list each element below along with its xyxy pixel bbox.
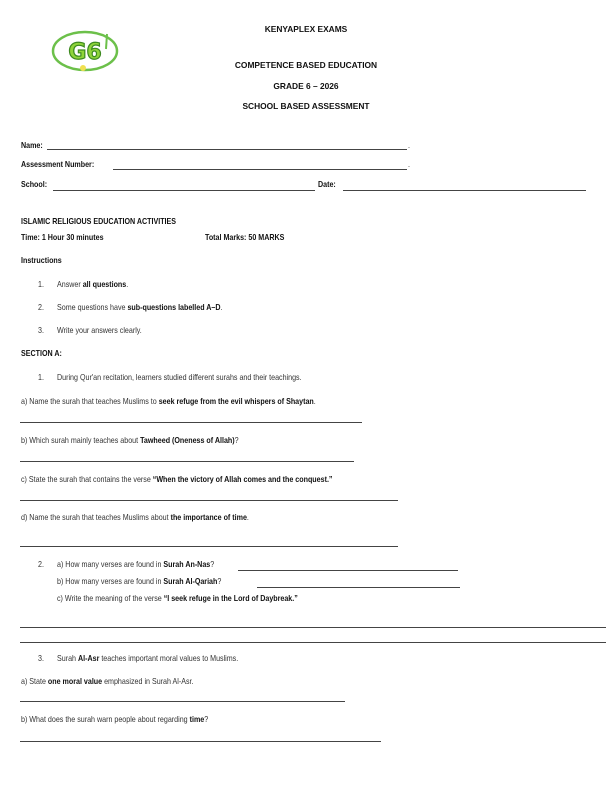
instruction-num: 1. [38,279,44,289]
name-dot: . [408,140,410,150]
answer-line[interactable] [20,701,345,702]
svg-text:G6: G6 [68,40,102,65]
date-label: Date: [318,179,336,189]
date-field[interactable] [343,190,586,191]
assessment-number-field[interactable] [113,169,407,170]
section-heading: SECTION A: [21,348,62,358]
question-num: 2. [38,559,44,569]
assessment-number-dot: . [408,159,410,169]
question-part: c) State the surah that contains the verse “When the victory of Allah comes and the conquest.” [21,474,333,484]
question-num: 3. [38,653,44,663]
answer-line[interactable] [20,627,606,628]
question-part: a) Name the surah that teaches Muslims to seek refuge from the evil whispers of Shaytan. [21,396,316,406]
instruction-num: 2. [38,302,44,312]
assessment-title: SCHOOL BASED ASSESSMENT [242,101,370,111]
name-label: Name: [21,140,43,150]
answer-line[interactable] [20,741,381,742]
question-stem: During Qur'an recitation, learners studied different surahs and their teachings. [57,372,302,382]
school-label: School: [21,179,48,189]
question-part: b) Which surah mainly teaches about Tawheed (Oneness of Allah)? [21,435,239,445]
question-part: b) How many verses are found in Surah Al-Qariah? [57,576,222,586]
answer-line[interactable] [20,642,606,643]
total-marks: Total Marks: 50 MARKS [205,232,285,242]
name-field[interactable] [47,149,407,150]
instruction-num: 3. [38,325,44,335]
answer-line[interactable] [20,546,398,547]
question-part: b) What does the surah warn people about regarding time? [21,714,209,724]
program-title: COMPETENCE BASED EDUCATION [234,60,378,70]
instruction-item: Answer all questions. [57,279,129,289]
question-part: a) State one moral value emphasized in Surah Al-Asr. [21,676,194,686]
answer-line[interactable] [20,422,362,423]
instructions-heading: Instructions [21,255,62,265]
school-field[interactable] [53,190,315,191]
question-part: d) Name the surah that teaches Muslims about the importance of time. [21,512,249,522]
time-allowed: Time: 1 Hour 30 minutes [21,232,104,242]
instruction-item: Write your answers clearly. [57,325,142,335]
assessment-number-label: Assessment Number: [21,159,95,169]
question-num: 1. [38,372,44,382]
org-title: KENYAPLEX EXAMS [264,24,348,34]
question-stem: Surah Al-Asr teaches important moral values to Muslims. [57,653,239,663]
subject-title: ISLAMIC RELIGIOUS EDUCATION ACTIVITIES [21,216,177,226]
answer-line[interactable] [238,570,458,571]
question-part: a) How many verses are found in Surah An-Nas? [57,559,215,569]
answer-line[interactable] [20,500,398,501]
question-part: c) Write the meaning of the verse “I seek refuge in the Lord of Daybreak.” [57,593,298,603]
grade-title: GRADE 6 – 2026 [273,81,339,91]
answer-line[interactable] [20,461,354,462]
answer-line[interactable] [257,587,460,588]
instruction-item: Some questions have sub-questions labelled A–D. [57,302,223,312]
